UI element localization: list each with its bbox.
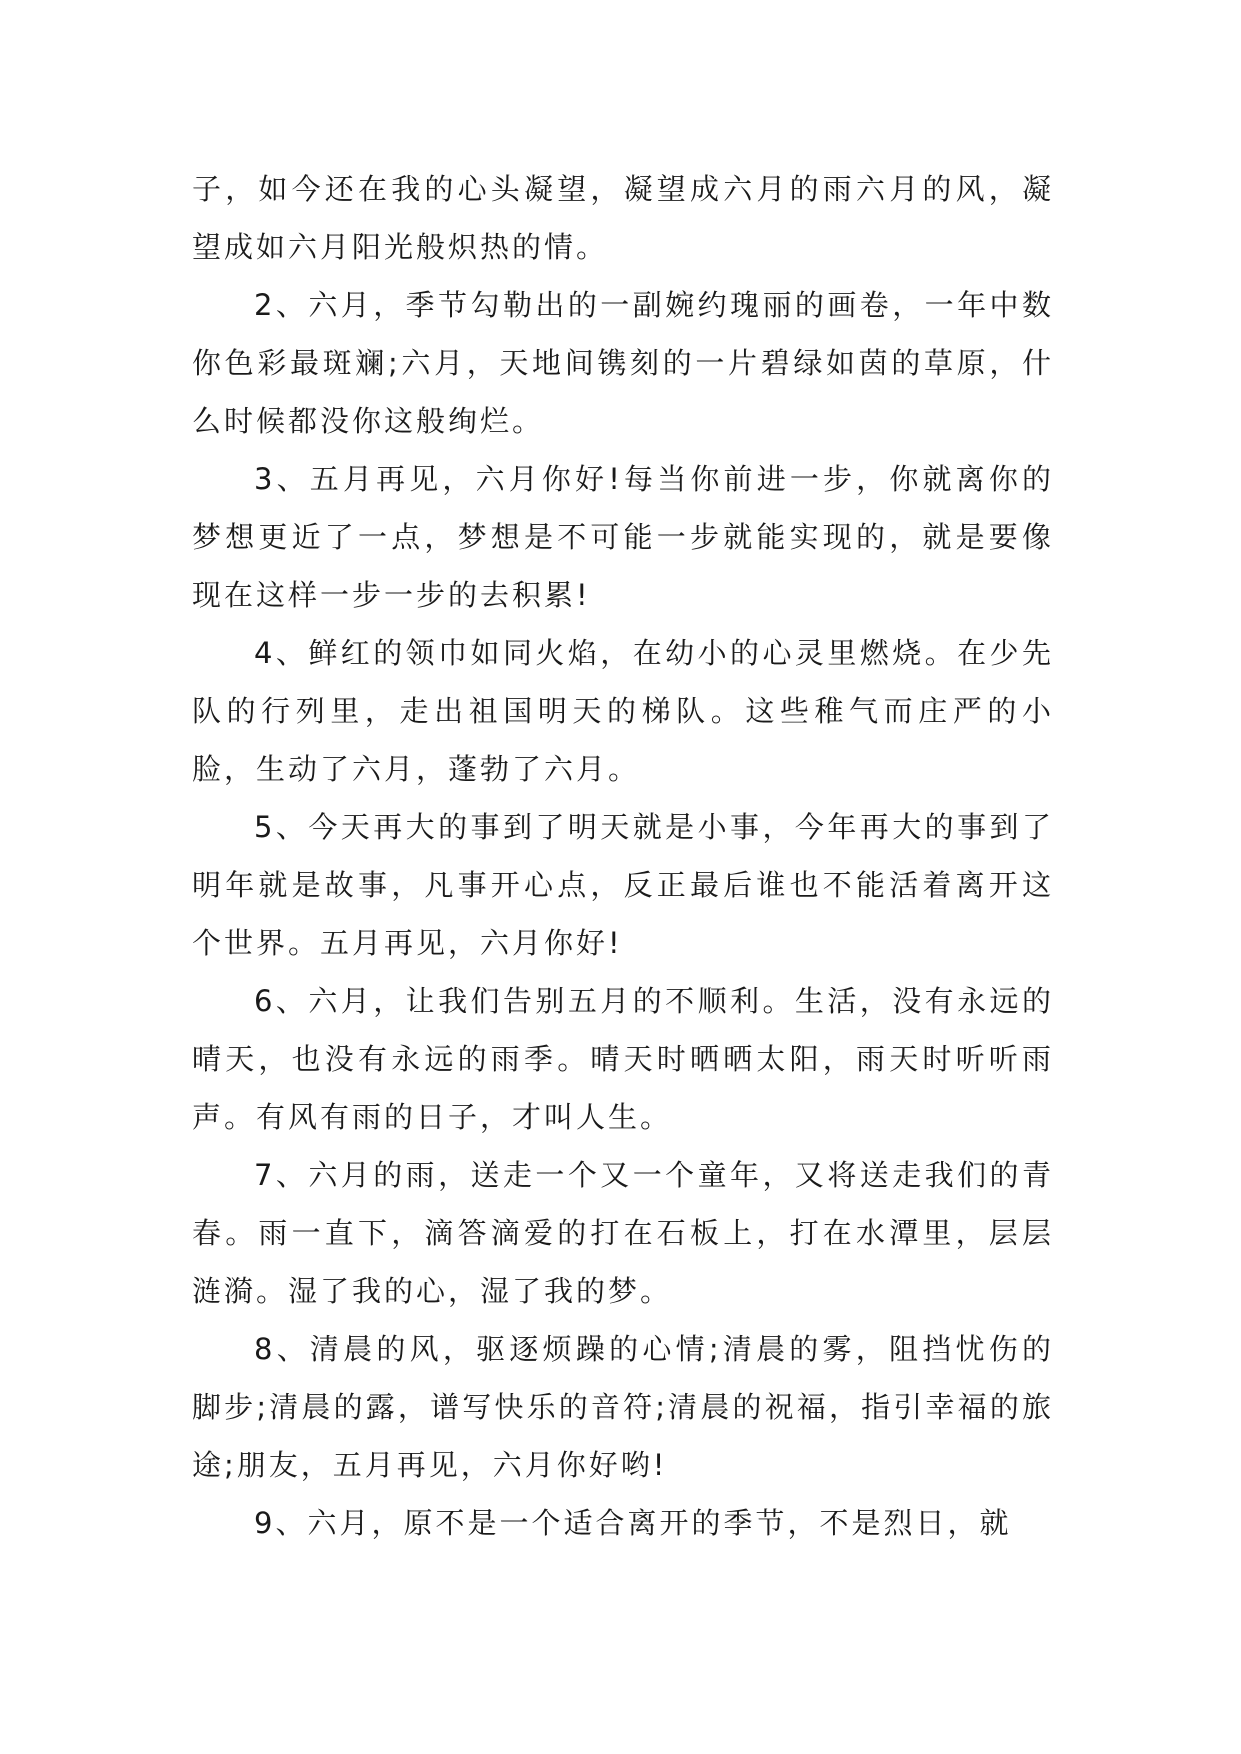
paragraph-item-6: 6、六月，让我们告别五月的不顺利。生活，没有永远的晴天，也没有永远的雨季。晴天时晒晒太阳，雨天时听听雨声。有风有雨的日子，才叫人生。 (192, 984, 1054, 1134)
paragraph-item-9: 9、六月，原不是一个适合离开的季节，不是烈日，就 (254, 1506, 1012, 1540)
paragraph-item-4: 4、鲜红的领巾如同火焰，在幼小的心灵里燃烧。在少先队的行列里，走出祖国明天的梯队。这些稚气而庄严的小脸，生动了六月，蓬勃了六月。 (192, 636, 1054, 786)
paragraph-item-3: 3、五月再见，六月你好!每当你前进一步，你就离你的梦想更近了一点，梦想是不可能一步就能实现的，就是要像现在这样一步一步的去积累! (192, 462, 1054, 612)
document-body (192, 160, 1054, 1552)
paragraph-continuation: 子，如今还在我的心头凝望，凝望成六月的雨六月的风，凝望成如六月阳光般炽热的情。 (192, 172, 1054, 264)
paragraph-item-5: 5、今天再大的事到了明天就是小事，今年再大的事到了明年就是故事，凡事开心点，反正最后谁也不能活着离开这个世界。五月再见，六月你好! (192, 810, 1054, 960)
paragraph-item-8: 8、清晨的风，驱逐烦躁的心情;清晨的雾，阻挡忧伤的脚步;清晨的露，谱写快乐的音符;清晨的祝福，指引幸福的旅途;朋友，五月再见，六月你好哟! (192, 1332, 1054, 1482)
paragraph-item-7: 7、六月的雨，送走一个又一个童年，又将送走我们的青春。雨一直下，滴答滴爱的打在石板上，打在水潭里，层层涟漪。湿了我的心，湿了我的梦。 (192, 1158, 1054, 1308)
paragraph-item-2: 2、六月，季节勾勒出的一副婉约瑰丽的画卷，一年中数你色彩最斑斓;六月，天地间镌刻的一片碧绿如茵的草原，什么时候都没你这般绚烂。 (192, 288, 1054, 438)
